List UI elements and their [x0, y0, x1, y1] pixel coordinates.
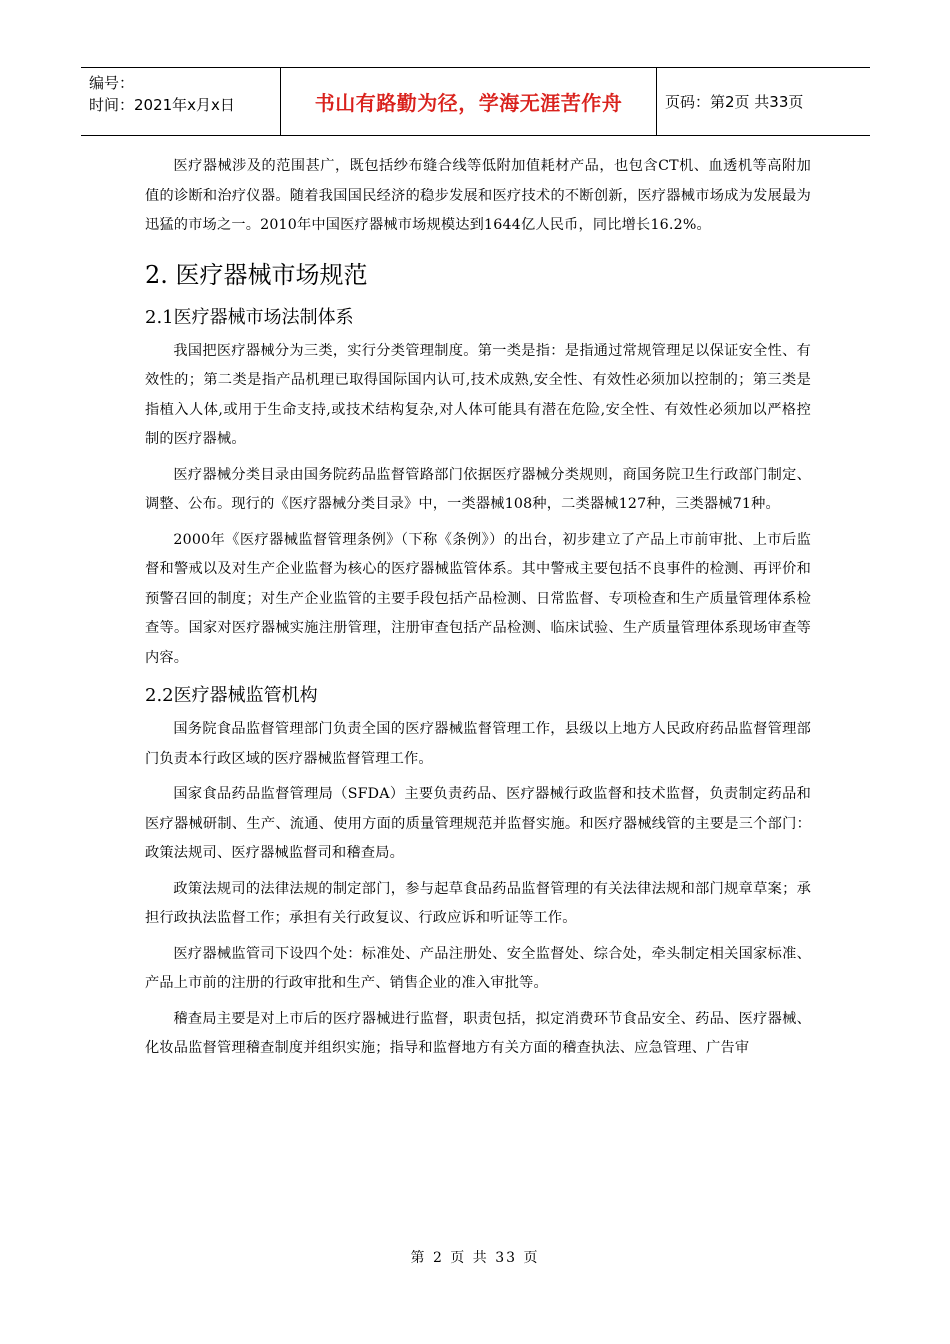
page-footer: 第 2 页 共 33 页	[410, 1250, 540, 1266]
date-line: 时间：2021年x月x日	[89, 96, 235, 114]
paragraph: 2000年《医疗器械监督管理条例》（下称《条例》）的出台，初步建立了产品上市前审批、上市后监督和警戒以及对生产企业监督为核心的医疗器械监管体系。其中警戒主要包括不良事件的检测、再评价和预警召回的制度；对生产企业监管的主要手段包括产品检测、日常监督、专项检查和生产质量管理体系检查等。国家对医疗器械实施注册管理，注册审查包括产品检测、临床试验、生产质量管理体系现场审查等内容。	[145, 531, 811, 666]
section-2-1-title: 2.1医疗器械市场法制体系	[145, 306, 354, 328]
header-page-info: 页码：第2页 共33页	[665, 93, 804, 111]
paragraph: 政策法规司的法律法规的制定部门，参与起草食品药品监督管理的有关法律法规和部门规章草案；承担行政执法监督工作；承担有关行政复议、行政应诉和听证等工作。	[145, 880, 811, 926]
paragraph: 国家食品药品监督管理局（SFDA）主要负责药品、医疗器械行政监督和技术监督，负责制定药品和医疗器械研制、生产、流通、使用方面的质量管理规范并监督实施。和医疗器械线管的主要是三个部门：政策法规司、医疗器械监督司和稽查局。	[145, 786, 811, 861]
paragraph: 医疗器械分类目录由国务院药品监督管路部门依据医疗器械分类规则，商国务院卫生行政部门制定、调整、公布。现行的《医疗器械分类目录》中，一类器械108种，二类器械127种，三类器械71种。	[145, 466, 811, 512]
paragraph: 国务院食品监督管理部门负责全国的医疗器械监督管理工作，县级以上地方人民政府药品监督管理部门负责本行政区域的医疗器械监督管理工作。	[145, 721, 811, 767]
intro-paragraph: 医疗器械涉及的范围甚广，既包括纱布缝合线等低附加值耗材产品，也包含CT机、血透机等高附加值的诊断和治疗仪器。随着我国国民经济的稳步发展和医疗技术的不断创新，医疗器械市场成为发展最为迅猛的市场之一。2010年中国医疗器械市场规模达到1644亿人民币，同比增长16.2%。	[145, 158, 811, 233]
section-2-title: 2. 医疗器械市场规范	[145, 260, 368, 289]
document-body	[145, 152, 811, 1064]
section-2-2-title: 2.2医疗器械监管机构	[145, 685, 318, 706]
header-meta	[81, 68, 281, 135]
paragraph: 稽查局主要是对上市后的医疗器械进行监督，职责包括，拟定消费环节食品安全、药品、医疗器械、化妆品监督管理稽查制度并组织实施；指导和监督地方有关方面的稽查执法、应急管理、广告审	[145, 1010, 811, 1056]
paragraph: 医疗器械监管司下设四个处：标准处、产品注册处、安全监督处、综合处，牵头制定相关国家标准、产品上市前的注册的行政审批和生产、销售企业的准入审批等。	[145, 945, 811, 991]
page-header	[81, 67, 870, 136]
paragraph: 我国把医疗器械分为三类，实行分类管理制度。第一类是指：是指通过常规管理足以保证安全性、有效性的；第二类是指产品机理已取得国际国内认可,技术成熟,安全性、有效性必须加以控制的；第三类是指植入人体,或用于生命支持,或技术结构复杂,对人体可能具有潜在危险,安全性、有效性必须加以严格控制的医疗器械。	[145, 342, 811, 447]
header-motto: 书山有路勤为径，学海无涯苦作舟	[281, 68, 657, 135]
code-label: 编号：	[89, 74, 135, 92]
